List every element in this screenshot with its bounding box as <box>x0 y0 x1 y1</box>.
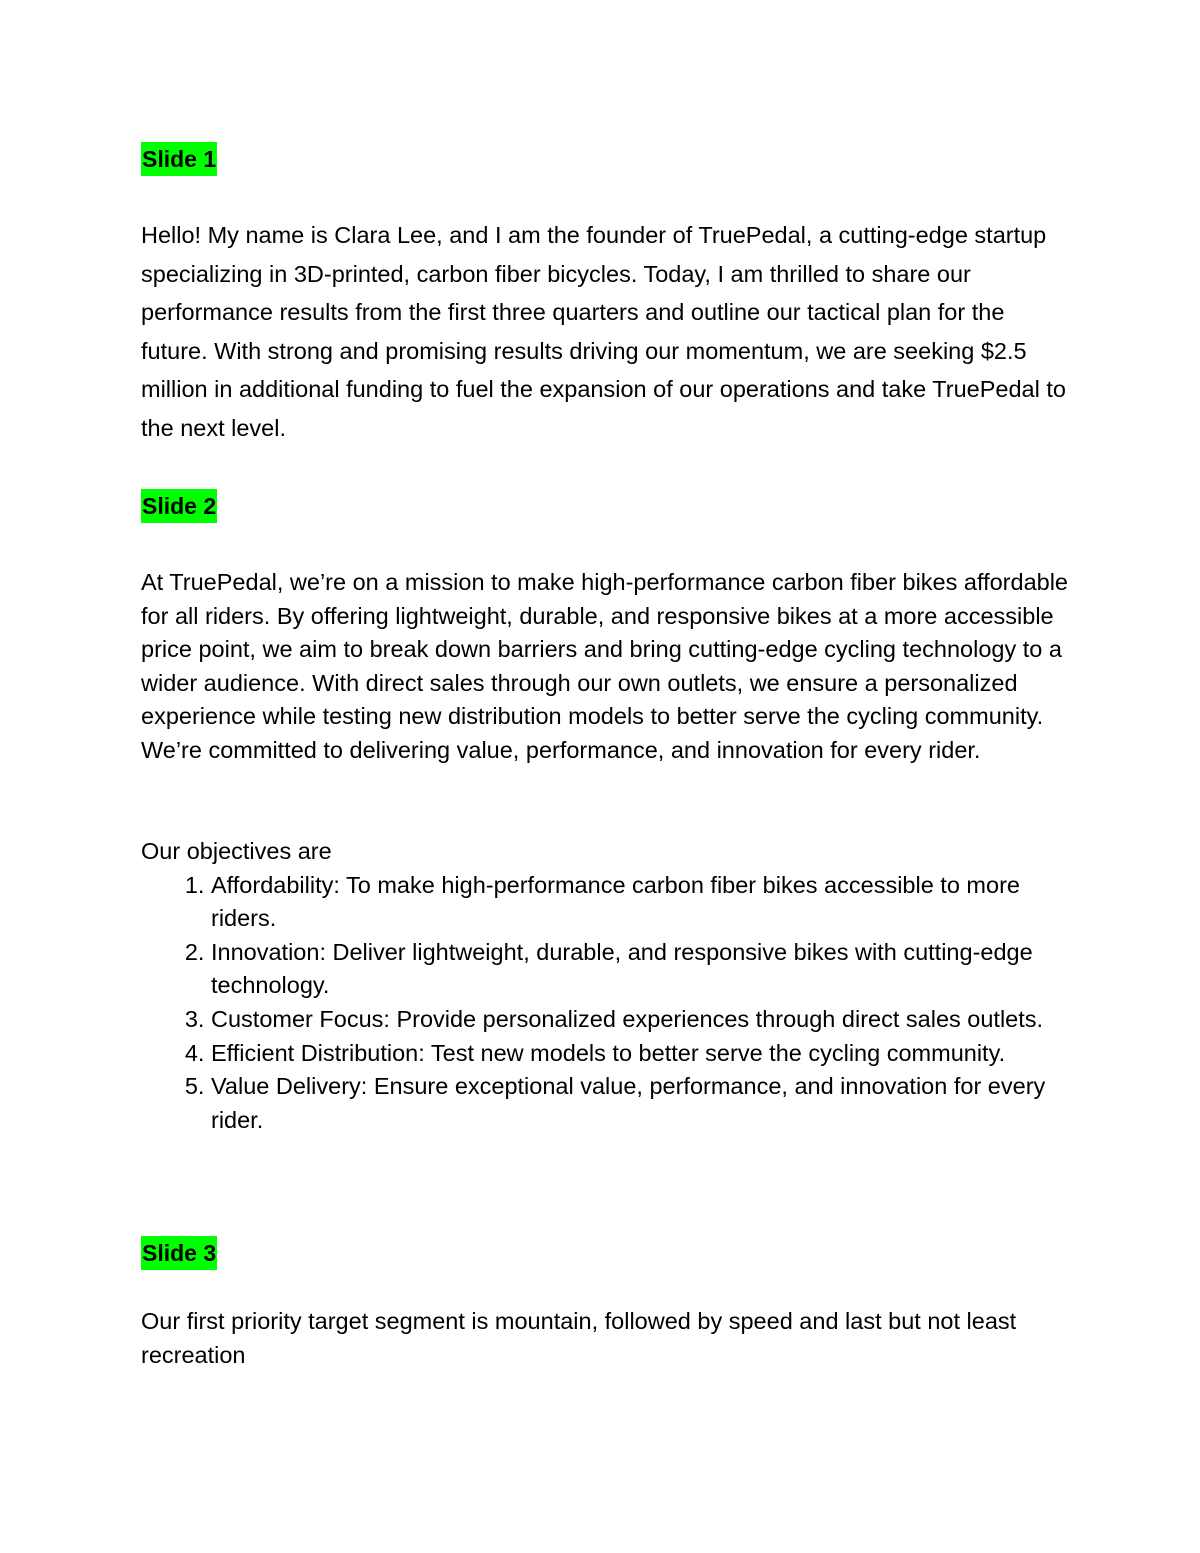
slide3-heading: Slide 3 <box>141 1236 217 1270</box>
slide2-heading-block <box>141 489 1071 523</box>
objective-item: 4. Efficient Distribution: Test new models to better serve the cycling community. <box>211 1037 1071 1071</box>
slide3-section <box>141 1305 1071 1372</box>
objectives-section <box>141 835 1071 1137</box>
slide2-heading: Slide 2 <box>141 489 217 523</box>
slide1-heading: Slide 1 <box>141 142 217 176</box>
slide2-section <box>141 566 1071 768</box>
slide3-heading-block <box>141 1236 1071 1270</box>
objective-item: 1. Affordability: To make high-performance carbon fiber bikes accessible to more riders. <box>211 869 1071 936</box>
slide1-heading-block <box>141 142 1071 176</box>
objective-item: 5. Value Delivery: Ensure exceptional value, performance, and innovation for every rider. <box>211 1070 1071 1137</box>
slide1-paragraph: Hello! My name is Clara Lee, and I am the founder of TruePedal, a cutting-edge startup specializing in 3D-printed, carbon fiber bicycles. Today, I am thrilled to share our performance results from the first three quarters and outline our tactical plan for the future. With strong and promising results driving our momentum, we are seeking $2.5 million in additional funding to fuel the expansion of our operations and take TruePedal to the next level. <box>141 222 1066 441</box>
objective-item: 2. Innovation: Deliver lightweight, durable, and responsive bikes with cutting-edge technology. <box>211 936 1071 1003</box>
objective-item: 3. Customer Focus: Provide personalized experiences through direct sales outlets. <box>211 1003 1071 1037</box>
objectives-list <box>141 869 1071 1138</box>
objectives-intro: Our objectives are <box>141 838 332 864</box>
slide3-paragraph: Our first priority target segment is mountain, followed by speed and last but not least recreation <box>141 1308 1017 1368</box>
slide2-paragraph: At TruePedal, we’re on a mission to make high-performance carbon fiber bikes affordable for all riders. By offering lightweight, durable, and responsive bikes at a more accessible price point, we aim to break down barriers and bring cutting-edge cycling technology to a wider audience. With direct sales through our own outlets, we ensure a personalized experience while testing new distribution models to better serve the cycling community. We’re committed to delivering value, performance, and innovation for every rider. <box>141 569 1068 763</box>
slide1-section <box>141 216 1071 448</box>
